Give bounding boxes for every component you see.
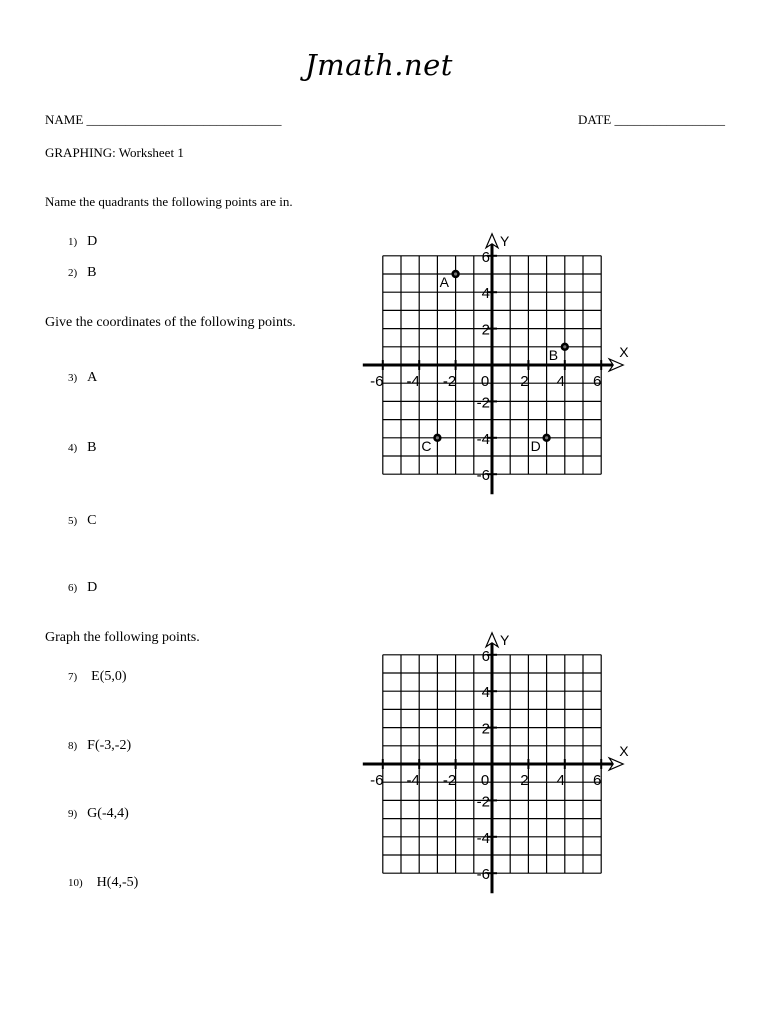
data-point-label: D: [530, 437, 541, 454]
x-tick-label: -6: [370, 772, 384, 789]
question-number: 2): [68, 267, 78, 279]
question-text: E(5,0): [91, 669, 127, 684]
y-tick-label: 4: [481, 285, 490, 303]
y-axis-label: Y: [500, 631, 510, 648]
y-tick-label: 2: [481, 720, 490, 738]
data-point-label: A: [439, 274, 449, 290]
x-tick-label: 0: [480, 373, 490, 390]
x-tick-label: -6: [370, 373, 384, 390]
section1-instruction: Name the quadrants the following points are in.: [45, 194, 293, 209]
question-number: 4): [68, 442, 78, 454]
y-tick-label: -2: [476, 394, 490, 412]
name-field-label: NAME ______________________________: [45, 112, 282, 127]
y-tick-label: -6: [476, 866, 490, 884]
data-point-center: [454, 272, 457, 275]
question-number: 10): [68, 877, 83, 889]
x-tick-label: -2: [442, 373, 457, 390]
x-tick-label: 0: [480, 772, 490, 789]
x-tick-label: 6: [593, 772, 602, 789]
data-point-label: B: [548, 346, 559, 363]
y-tick-label: -2: [476, 793, 490, 811]
coordinate-grid-labeled-points: [363, 233, 629, 494]
x-axis-label: X: [619, 743, 629, 759]
y-tick-label: 6: [481, 647, 490, 665]
x-tick-label: 2: [520, 772, 529, 789]
x-tick-label: 6: [593, 373, 602, 390]
y-tick-label: 4: [481, 684, 490, 702]
question-text: F(-3,-2): [87, 738, 132, 753]
question-number: 8): [68, 740, 78, 752]
coordinate-grid-blank: [363, 632, 629, 893]
question-number: 7): [68, 671, 78, 683]
x-tick-label: -4: [406, 772, 420, 789]
question-text: B: [87, 265, 97, 280]
section3-instruction: Graph the following points.: [45, 630, 200, 645]
data-point-center: [436, 436, 439, 439]
y-tick-label: -4: [476, 829, 490, 847]
question-text: B: [87, 440, 97, 455]
data-point-center: [545, 436, 548, 439]
data-point-center: [563, 345, 566, 348]
question-text: G(-4,4): [87, 806, 129, 821]
y-tick-label: -4: [476, 430, 490, 448]
x-tick-label: 4: [556, 373, 565, 390]
question-text: A: [87, 370, 98, 385]
question-number: 5): [68, 515, 78, 527]
x-tick-label: -2: [442, 772, 457, 789]
data-point-label: C: [421, 437, 432, 454]
date-field-label: DATE _________________: [578, 112, 725, 127]
x-tick-label: 4: [556, 772, 565, 789]
question-number: 1): [68, 236, 78, 248]
question-number: 9): [68, 808, 78, 820]
worksheet-title: GRAPHING: Worksheet 1: [45, 145, 184, 160]
question-number: 3): [68, 372, 78, 384]
site-logo: Jmath.net: [305, 48, 453, 82]
question-text: D: [87, 234, 98, 249]
y-tick-label: -6: [476, 467, 490, 485]
y-tick-label: 2: [481, 321, 490, 339]
question-number: 6): [68, 582, 78, 594]
x-tick-label: 2: [520, 373, 529, 390]
question-text: C: [87, 513, 97, 528]
x-axis-label: X: [619, 344, 629, 360]
y-axis-label: Y: [500, 232, 510, 249]
question-text: H(4,-5): [96, 875, 139, 890]
x-tick-label: -4: [406, 373, 420, 390]
question-text: D: [87, 580, 98, 595]
y-tick-label: 6: [481, 248, 490, 266]
section2-instruction: Give the coordinates of the following points.: [45, 315, 296, 330]
